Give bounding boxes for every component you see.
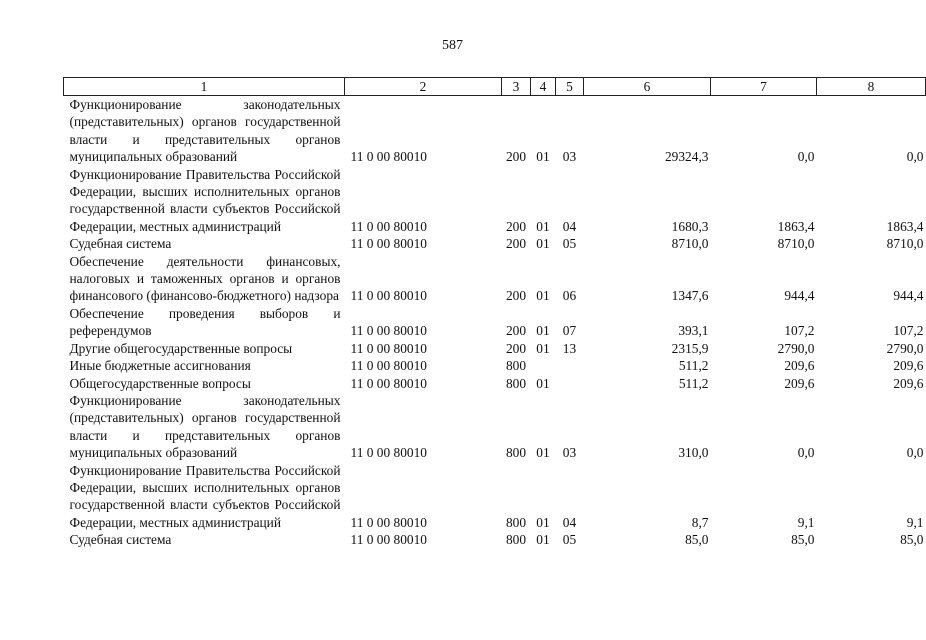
header-col-5: 5 [556,78,584,96]
table-row [64,357,926,374]
row-code: 11 0 00 80010 [350,340,427,356]
row-code: 11 0 00 80010 [350,358,427,374]
header-col-7: 7 [711,78,817,96]
header-col-1: 1 [64,78,345,96]
row-value-8: 85,0 [900,532,924,548]
row-value-7: 944,4 [784,288,815,304]
row-value-6: 2315,9 [671,340,709,356]
row-value-6: 393,1 [678,323,709,339]
row-subsection [556,357,584,374]
row-value-7: 0,0 [797,149,815,165]
row-expense-type: 200 [505,149,527,165]
row-subsection: 06 [562,288,577,304]
row-value-7: 85,0 [791,532,815,548]
table-row [64,392,926,462]
row-name: Иные бюджетные ассигнования [69,358,251,374]
row-value-8: 0,0 [906,445,924,461]
row-section: 01 [536,218,550,234]
row-code: 11 0 00 80010 [350,236,427,252]
row-value-7: 8710,0 [777,236,815,252]
row-value-7: 209,6 [784,375,815,391]
row-value-6: 8710,0 [671,236,709,252]
row-expense-type: 800 [505,532,527,548]
row-name: Функционирование законодательных (представительных) органов государственной власти и представительных органов муниципальных образований [69,392,341,461]
row-section: 01 [536,532,550,548]
row-value-8: 209,6 [893,375,924,391]
row-value-7: 107,2 [784,323,815,339]
row-section: 01 [536,149,550,165]
row-value-6: 29324,3 [664,149,709,165]
table-row [64,340,926,357]
row-expense-type: 200 [505,218,527,234]
row-code: 11 0 00 80010 [350,514,427,530]
budget-table [63,77,926,549]
row-value-8: 107,2 [893,323,924,339]
table-row [64,462,926,532]
row-value-6: 8,7 [691,514,709,530]
row-code: 11 0 00 80010 [350,445,427,461]
row-expense-type: 200 [505,323,527,339]
row-name: Судебная система [69,532,172,548]
row-name: Функционирование Правительства Российской Федерации, высших исполнительных органов государственной власти субъектов Российской Федерации, местных администраций [69,462,341,530]
row-section: 01 [536,323,550,339]
row-subsection: 05 [562,532,577,548]
row-name: Функционирование законодательных (представительных) органов государственной власти и представительных органов муниципальных образований [69,97,341,165]
row-name: Обеспечение проведения выборов и референдумов [69,305,341,339]
header-row [64,78,926,96]
table-row [64,531,926,548]
row-code: 11 0 00 80010 [350,375,427,391]
row-value-7: 1863,4 [777,218,815,234]
row-value-6: 310,0 [678,445,709,461]
row-value-7: 209,6 [784,358,815,374]
header-col-6: 6 [584,78,711,96]
row-name: Другие общегосударственные вопросы [69,340,293,356]
table-row [64,253,926,305]
row-section: 01 [536,445,550,461]
row-subsection: 07 [562,323,577,339]
row-subsection: 04 [562,218,577,234]
table-row [64,166,926,236]
row-value-6: 511,2 [678,358,709,374]
row-expense-type: 200 [505,340,527,356]
row-expense-type: 800 [505,445,527,461]
row-code: 11 0 00 80010 [350,323,427,339]
row-value-6: 1347,6 [671,288,709,304]
row-expense-type: 800 [505,514,527,530]
row-name: Судебная система [69,236,172,252]
row-value-8: 1863,4 [886,218,924,234]
page-number: 587 [442,38,463,53]
row-value-6: 85,0 [685,532,709,548]
row-section [531,357,556,374]
row-section: 01 [536,236,550,252]
row-expense-type: 200 [505,236,527,252]
row-value-6: 511,2 [678,375,709,391]
row-code: 11 0 00 80010 [350,149,427,165]
header-col-8: 8 [817,78,926,96]
row-value-8: 9,1 [906,514,924,530]
header-col-2: 2 [345,78,502,96]
row-section: 01 [536,288,550,304]
row-code: 11 0 00 80010 [350,218,427,234]
row-section: 01 [536,375,550,391]
table-row [64,96,926,166]
row-subsection: 04 [562,514,577,530]
row-value-7: 9,1 [797,514,815,530]
row-subsection: 03 [562,149,577,165]
table-row [64,375,926,392]
row-name: Общегосударственные вопросы [69,375,251,391]
row-value-8: 0,0 [906,149,924,165]
row-section: 01 [536,340,550,356]
row-value-8: 8710,0 [886,236,924,252]
row-code: 11 0 00 80010 [350,532,427,548]
header-col-4: 4 [531,78,556,96]
header-col-3: 3 [502,78,531,96]
row-subsection: 05 [562,236,577,252]
row-expense-type: 200 [505,288,527,304]
table-row [64,305,926,340]
row-subsection: 03 [562,445,577,461]
row-expense-type: 800 [505,375,527,391]
row-name: Функционирование Правительства Российской Федерации, высших исполнительных органов государственной власти субъектов Российской Федерации, местных администраций [69,166,341,234]
row-value-7: 0,0 [797,445,815,461]
row-value-8: 2790,0 [886,340,924,356]
row-subsection: 13 [562,340,577,356]
row-subsection [556,375,584,392]
row-name: Обеспечение деятельности финансовых, налоговых и таможенных органов и органов финансового (финансово-бюджетного) надзора [69,253,341,304]
row-value-8: 209,6 [893,358,924,374]
row-value-7: 2790,0 [777,340,815,356]
row-value-6: 1680,3 [671,218,709,234]
row-value-8: 944,4 [893,288,924,304]
table-body [64,96,926,549]
row-code: 11 0 00 80010 [350,288,427,304]
table-row [64,235,926,252]
row-expense-type: 800 [505,358,527,374]
row-section: 01 [536,514,550,530]
